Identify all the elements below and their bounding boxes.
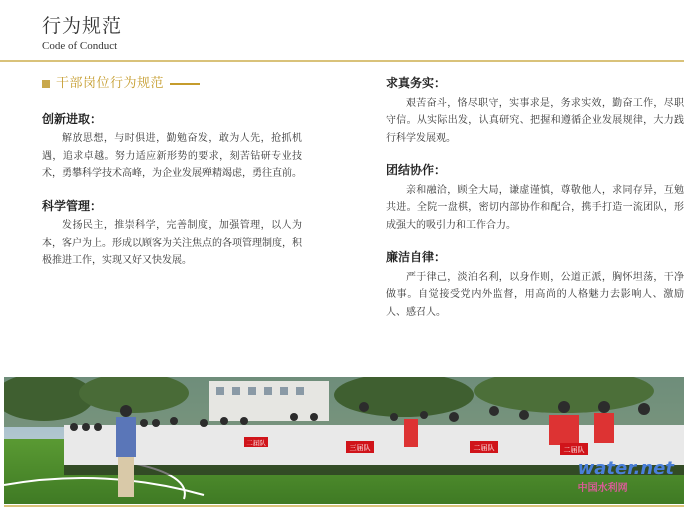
item-text-management: 发扬民主，推崇科学，完善制度，加强管理，以人为本，客户为上。形成以顾客为关注焦点的各项管理制度，积极推进工作，实现又好又快发展。 (42, 220, 302, 266)
site-watermark (578, 458, 674, 494)
item-text-innovation: 解放思想，与时俱进，勤勉奋发，敢为人先，抢抓机遇，追求卓越。努力适应新形势的要求，刻苦钻研专业技术，勇攀科学技术高峰，为企业发展殚精竭虑，勇往直前。 (42, 133, 302, 179)
left-column (42, 72, 302, 270)
page-header (42, 14, 122, 52)
item-heading-innovation: 创新进取： (42, 111, 103, 126)
header-divider (0, 60, 684, 62)
watermark-main: water.net (577, 458, 674, 479)
item-text-teamwork: 亲和融洽，顾全大局，谦虚谨慎，尊敬他人，求同存异，互勉共进。全院一盘棋，密切内部协作和配合，携手打造一流团队，形成强大的吸引力和工作合力。 (386, 184, 684, 231)
page-subtitle: Code of Conduct (42, 40, 118, 52)
watermark-sub: 中国水利网 (577, 483, 628, 494)
section-title: 干部岗位行为规范 (56, 76, 165, 91)
right-column (386, 72, 684, 321)
team-sign-1: 二届队 (246, 439, 266, 447)
team-photo (4, 377, 684, 504)
item-text-integrity: 严于律己，淡泊名利，以身作则，公道正派，胸怀坦荡，干净做事。自觉接受党内外监督，用高尚的人格魅力去影响人、激励人、感召人。 (386, 271, 684, 318)
item-text-pragmatism: 艰苦奋斗，恪尽职守，实事求是，务求实效，勤奋工作，尽职守信。从实际出发，认真研究、把握和遵循企业发展规律，大力践行科学发展观。 (386, 97, 684, 144)
team-sign-3: 二届队 (473, 444, 495, 452)
page-title: 行为规范 (42, 15, 123, 37)
item-heading-management: 科学管理： (42, 198, 103, 213)
item-heading-teamwork: 团结协作： (386, 163, 447, 177)
team-sign-4: 二届队 (563, 446, 585, 454)
item-heading-pragmatism: 求真务实： (386, 76, 447, 90)
square-bullet-icon (42, 80, 50, 88)
section-header (42, 75, 302, 93)
footer-divider (4, 505, 684, 507)
item-heading-integrity: 廉洁自律： (386, 250, 447, 264)
team-sign-2: 三届队 (349, 444, 371, 452)
section-title-dash (170, 83, 200, 85)
